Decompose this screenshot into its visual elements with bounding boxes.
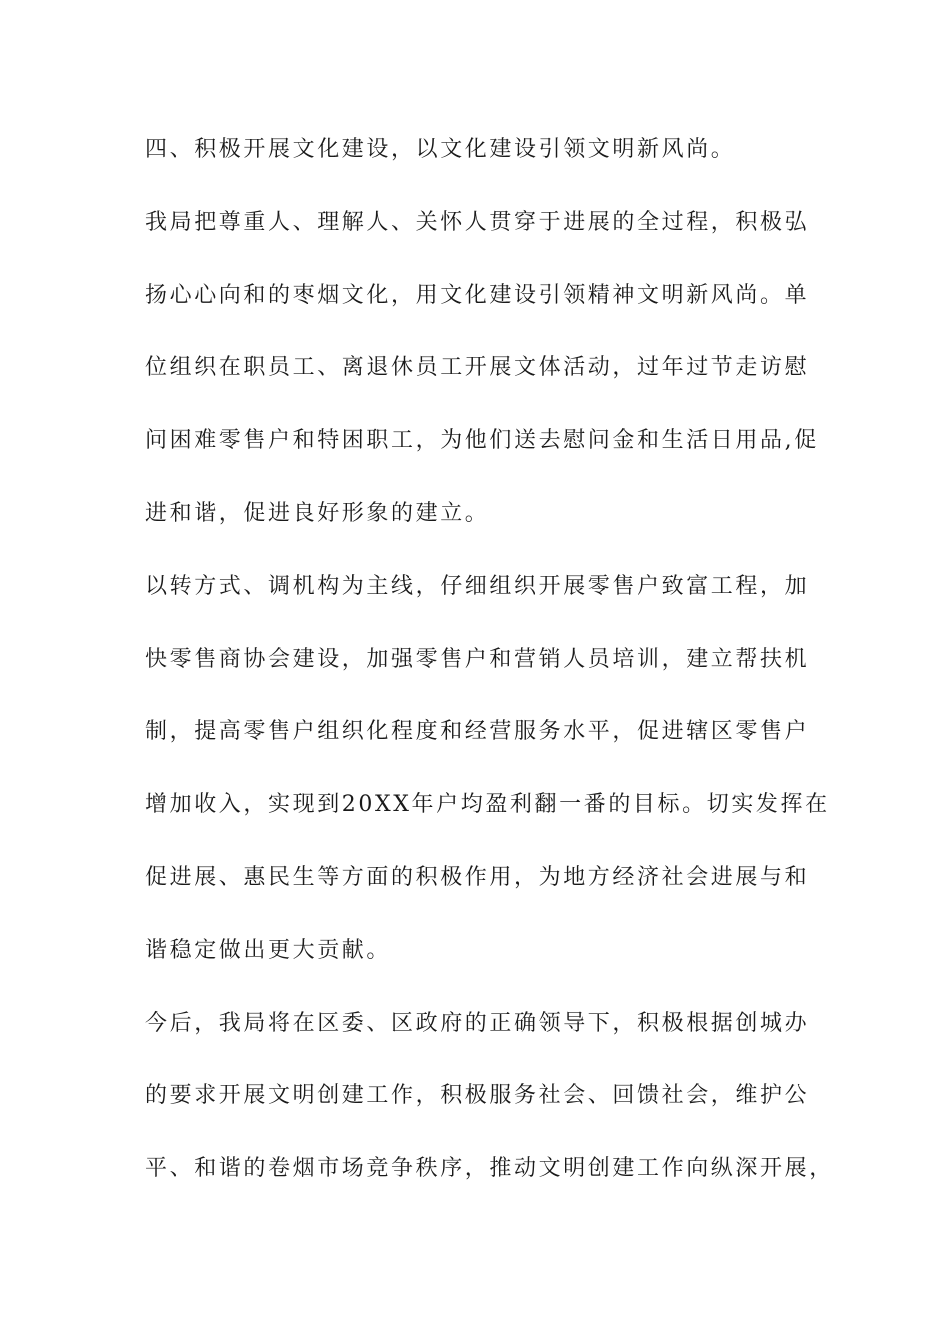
section-heading: 四、积极开展文化建设，以文化建设引领文明新风尚。 [145, 137, 736, 162]
paragraph-line: 今后，我局将在区委、区政府的正确领导下，积极根据创城办 [145, 1010, 810, 1036]
paragraph-line: 扬心心向和的枣烟文化，用文化建设引领精神文明新风尚。单 [145, 282, 810, 308]
paragraph-line: 谐稳定做出更大贡献。 [145, 937, 392, 963]
paragraph-line: 增加收入，实现到20XX年户均盈利翻一番的目标。切实发挥在 [145, 792, 830, 818]
paragraph-line: 进和谐，促进良好形象的建立。 [145, 500, 490, 526]
paragraph-line: 的要求开展文明创建工作，积极服务社会、回馈社会，维护公 [145, 1083, 810, 1109]
paragraph-line: 位组织在职员工、离退休员工开展文体活动，过年过节走访慰 [145, 355, 810, 381]
paragraph-line: 促进展、惠民生等方面的积极作用，为地方经济社会进展与和 [145, 864, 810, 890]
body-text [145, 120, 834, 1212]
paragraph-line: 快零售商协会建设，加强零售户和营销人员培训，建立帮扶机 [145, 646, 810, 672]
paragraph-line: 制，提高零售户组织化程度和经营服务水平，促进辖区零售户 [145, 719, 810, 745]
paragraph-line: 问困难零售户和特困职工，为他们送去慰问金和生活日用品,促 [145, 428, 819, 454]
paragraph-line: 以转方式、调机构为主线，仔细组织开展零售户致富工程，加 [145, 573, 810, 599]
paragraph-line: 平、和谐的卷烟市场竞争秩序，推动文明创建工作向纵深开展， [145, 1156, 834, 1182]
paragraph-line: 我局把尊重人、理解人、关怀人贯穿于进展的全过程，积极弘 [145, 209, 810, 235]
